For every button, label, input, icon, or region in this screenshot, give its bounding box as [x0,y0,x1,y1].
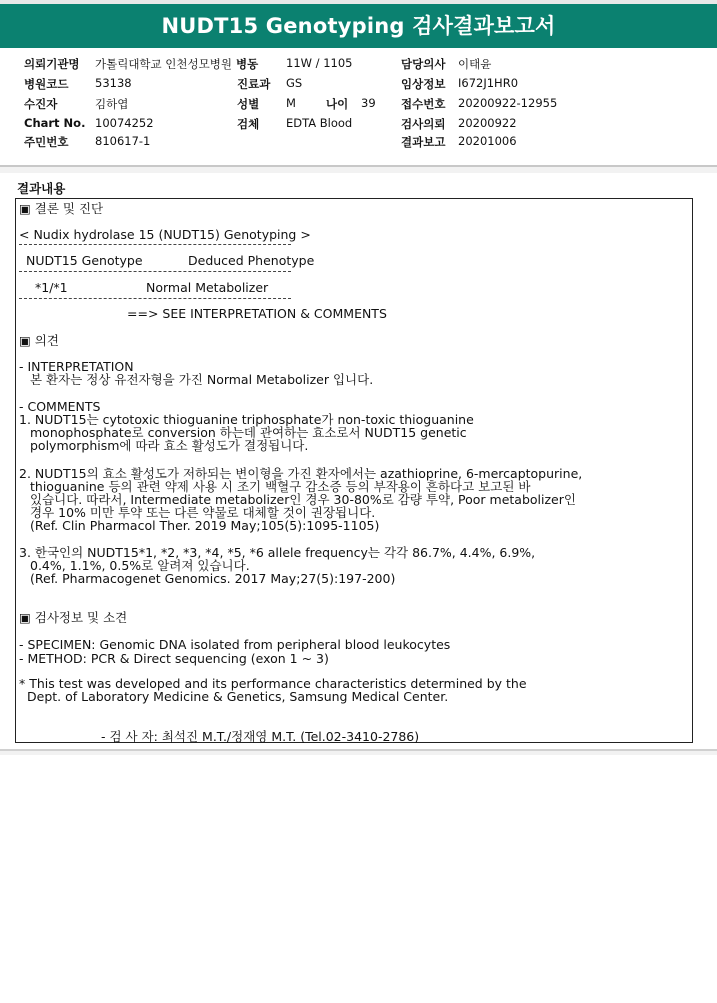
test-name: < Nudix hydrolase 15 (NUDT15) Genotyping > [19,227,311,242]
comment-3-reference: (Ref. Pharmacogenet Genomics. 2017 May;27(5):197-200) [30,571,396,586]
clinical-info-value: I672J1HR0 [458,76,519,90]
receipt-no-label: 접수번호 [401,97,446,111]
age-value: 39 [361,96,376,110]
doctor-label: 담당의사 [401,57,446,71]
ward-label: 병동 [236,57,259,71]
sex-value: M [286,96,296,110]
interpretation-label: - INTERPRETATION [19,359,134,374]
opinion-heading: ▣ 의견 [19,333,59,348]
genotype-column-header: NUDT15 Genotype [26,253,143,268]
institution-value: 가톨릭대학교 인천성모병원 [95,57,232,71]
comment-2-reference: (Ref. Clin Pharmacol Ther. 2019 May;105(5):1095-1105) [30,518,380,533]
department-value: GS [286,76,303,90]
clinical-info-label: 임상정보 [401,77,446,91]
comment-2-line: 2. NUDT15의 효소 활성도가 저하되는 변이형을 가진 환자에서는 azathioprine, 6-mercaptopurine, [19,466,583,481]
specimen-value: EDTA Blood [286,116,353,130]
interpretation-text: 본 환자는 정상 유전자형을 가진 Normal Metabolizer 입니다. [30,372,374,387]
report-body [15,198,693,743]
comment-1-line: monophosphate로 conversion 하는데 관여하는 효소로서 NUDT15 genetic [30,425,467,440]
comment-2-line: 있습니다. 따라서, Intermediate metabolizer인 경우 30-80%로 감량 투약, Poor metabolizer인 [30,492,576,507]
hospital-code-value: 53138 [95,76,132,90]
comment-1-line: 1. NUDT15는 cytotoxic thioguanine triphosphate가 non-toxic thioguanine [19,412,474,427]
genotype-value: *1/*1 [35,280,68,295]
recipient-value: 김하엽 [95,97,129,111]
note-line: Dept. of Laboratory Medicine & Genetics, Samsung Medical Center. [27,689,449,704]
receipt-no-value: 20200922-12955 [458,96,558,110]
table-divider [19,271,291,272]
title-banner [0,4,717,48]
doctor-value: 이태윤 [458,57,492,71]
sex-label: 성별 [237,97,260,111]
comments-label: - COMMENTS [19,399,101,414]
comment-2-line: 경우 10% 미만 투약 또는 다른 약물로 대체할 것이 권장됩니다. [30,505,376,520]
header-divider-shade [0,167,717,173]
report-title: NUDT15 Genotyping 검사결과보고서 [161,14,556,38]
phenotype-value: Normal Metabolizer [146,280,269,295]
comment-1-line: polymorphism에 따라 효소 활성도가 결정됩니다. [30,438,309,453]
chart-no-value: 10074252 [95,116,154,130]
results-heading: 결과내용 [17,181,66,196]
method-line: - METHOD: PCR & Direct sequencing (exon 1 ~ 3) [19,651,329,666]
request-date-value: 20200922 [458,116,517,130]
test-info-heading: ▣ 검사정보 및 소견 [19,610,128,625]
footer-divider-shade [0,751,717,755]
resident-no-value: 810617-1 [95,134,151,148]
comment-3-line: 0.4%, 1.1%, 0.5%로 알려져 있습니다. [30,558,250,573]
specimen-label: 검체 [237,117,260,131]
specimen-line: - SPECIMEN: Genomic DNA isolated from peripheral blood leukocytes [19,637,451,652]
request-date-label: 검사의뢰 [401,117,446,131]
department-label: 진료과 [237,77,271,91]
age-label: 나이 [326,97,349,111]
report-date-label: 결과보고 [401,135,446,149]
see-interpretation-note: ==> SEE INTERPRETATION & COMMENTS [127,306,387,321]
table-divider [19,244,291,245]
conclusion-heading: ▣ 결론 및 진단 [19,201,104,216]
hospital-code-label: 병원코드 [24,77,69,91]
examiner-line: - 검 사 자: 최석진 M.T./정재영 M.T. (Tel.02-3410-2786) [101,729,420,744]
comment-3-line: 3. 한국인의 NUDT15*1, *2, *3, *4, *5, *6 allele frequency는 각각 86.7%, 4.4%, 6.9%, [19,545,536,560]
phenotype-column-header: Deduced Phenotype [188,253,315,268]
comment-2-line: thioguanine 등의 관련 약제 사용 시 조기 백혈구 감소증 등의 부작용이 흔하다고 보고된 바 [30,479,531,494]
chart-no-label: Chart No. [24,116,86,130]
recipient-label: 수진자 [24,97,58,111]
ward-value: 11W / 1105 [286,56,353,70]
table-divider [19,298,291,299]
report-date-value: 20201006 [458,134,517,148]
note-line: * This test was developed and its performance characteristics determined by the [19,676,527,691]
institution-label: 의뢰기관명 [24,57,80,71]
resident-no-label: 주민번호 [24,135,69,149]
